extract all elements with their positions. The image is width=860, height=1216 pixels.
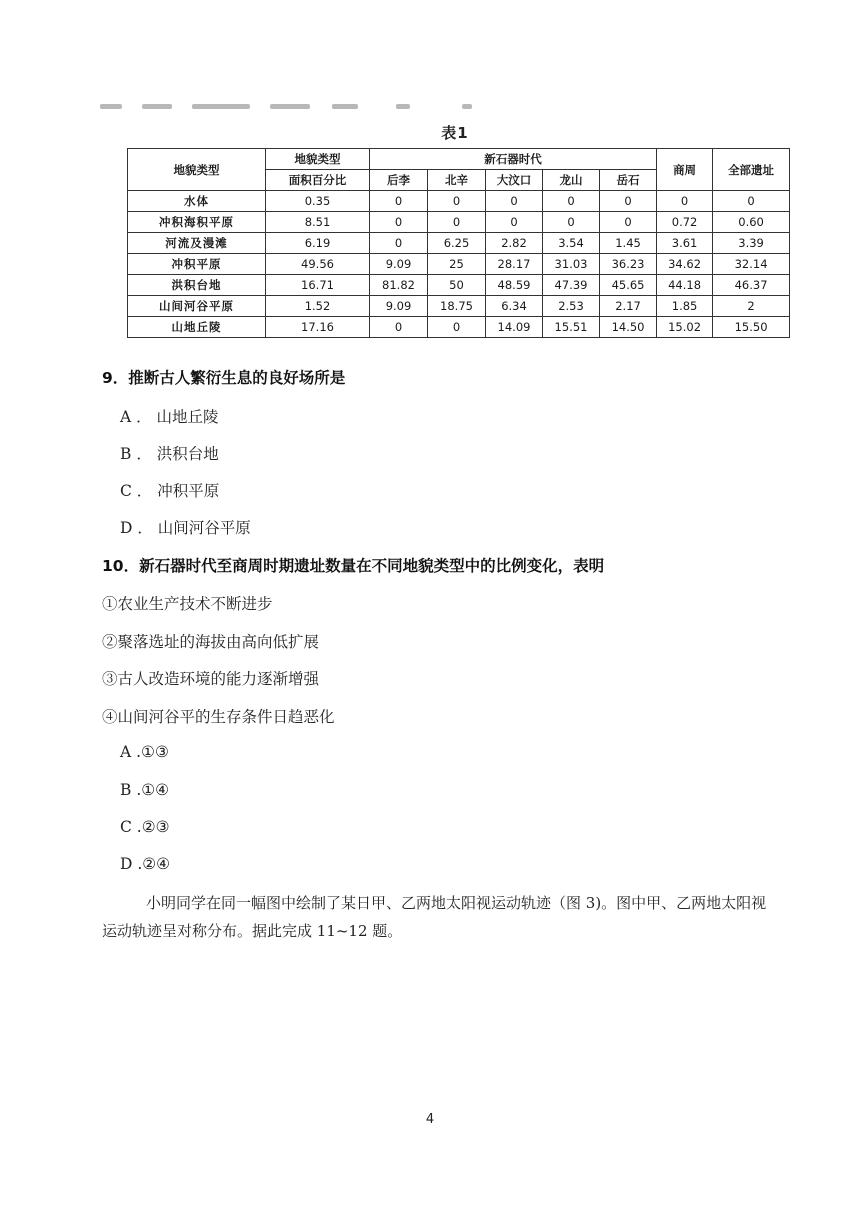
site-pct-cell: 0 <box>428 191 486 212</box>
header-neolithic: 新石器时代 <box>370 149 657 170</box>
site-pct-cell: 15.50 <box>713 317 790 338</box>
header-period-houli: 后李 <box>370 170 428 191</box>
site-pct-cell: 0 <box>370 233 428 254</box>
landform-type-cell: 山间河谷平原 <box>128 296 266 317</box>
site-pct-cell: 31.03 <box>543 254 600 275</box>
header-period-yueshi: 岳石 <box>600 170 657 191</box>
site-pct-cell: 15.02 <box>657 317 713 338</box>
site-pct-cell: 34.62 <box>657 254 713 275</box>
page-number: 4 <box>425 1112 435 1127</box>
site-pct-cell: 2.82 <box>486 233 543 254</box>
site-pct-cell: 0 <box>600 191 657 212</box>
q10-statement-1: ①农业生产技术不断进步 <box>102 595 273 613</box>
area-pct-cell: 0.35 <box>266 191 370 212</box>
header-landform-type: 地貌类型 <box>128 149 266 191</box>
question-10-stem: 10．新石器时代至商周时期遗址数量在不同地貌类型中的比例变化，表明 <box>102 557 605 575</box>
site-pct-cell: 32.14 <box>713 254 790 275</box>
site-pct-cell: 0 <box>370 191 428 212</box>
q9-option-d: D ． 山间河谷平原 <box>120 519 251 537</box>
table-row <box>128 191 790 212</box>
site-pct-cell: 6.25 <box>428 233 486 254</box>
site-pct-cell: 44.18 <box>657 275 713 296</box>
table-row <box>128 233 790 254</box>
header-area-pct-line1: 地貌类型 <box>266 149 370 170</box>
site-pct-cell: 6.34 <box>486 296 543 317</box>
q10-option-c: C .②③ <box>120 818 170 836</box>
area-pct-cell: 16.71 <box>266 275 370 296</box>
area-pct-cell: 49.56 <box>266 254 370 275</box>
cropped-text-remnant <box>100 100 480 112</box>
site-pct-cell: 0 <box>713 191 790 212</box>
q9-option-b: B ． 洪积台地 <box>120 445 219 463</box>
site-pct-cell: 46.37 <box>713 275 790 296</box>
header-period-dawenkou: 大汶口 <box>486 170 543 191</box>
site-pct-cell: 36.23 <box>600 254 657 275</box>
site-pct-cell: 28.17 <box>486 254 543 275</box>
landform-type-cell: 河流及漫滩 <box>128 233 266 254</box>
site-pct-cell: 45.65 <box>600 275 657 296</box>
table-row <box>128 317 790 338</box>
site-pct-cell: 0.60 <box>713 212 790 233</box>
site-pct-cell: 2 <box>713 296 790 317</box>
site-pct-cell: 0.72 <box>657 212 713 233</box>
q9-option-c: C ． 冲积平原 <box>120 482 220 500</box>
site-pct-cell: 0 <box>428 317 486 338</box>
site-pct-cell: 0 <box>370 317 428 338</box>
site-pct-cell: 0 <box>600 212 657 233</box>
site-pct-cell: 3.54 <box>543 233 600 254</box>
q9-option-a: A ． 山地丘陵 <box>120 408 219 426</box>
q10-statement-3: ③古人改造环境的能力逐渐增强 <box>102 670 320 688</box>
area-pct-cell: 6.19 <box>266 233 370 254</box>
header-period-longshan: 龙山 <box>543 170 600 191</box>
q10-option-b: B .①④ <box>120 781 170 799</box>
site-pct-cell: 0 <box>543 191 600 212</box>
q10-statement-4: ④山间河谷平的生存条件日趋恶化 <box>102 708 335 726</box>
site-pct-cell: 50 <box>428 275 486 296</box>
q10-option-a: A .①③ <box>120 743 169 761</box>
site-pct-cell: 0 <box>486 191 543 212</box>
q10-option-d: D .②④ <box>120 855 171 873</box>
q10-statement-2: ②聚落选址的海拔由高向低扩展 <box>102 633 320 651</box>
table-row <box>128 296 790 317</box>
site-pct-cell: 9.09 <box>370 296 428 317</box>
table-row <box>128 212 790 233</box>
site-pct-cell: 2.17 <box>600 296 657 317</box>
site-pct-cell: 9.09 <box>370 254 428 275</box>
header-area-pct-line2: 面积百分比 <box>266 170 370 191</box>
site-pct-cell: 47.39 <box>543 275 600 296</box>
area-pct-cell: 8.51 <box>266 212 370 233</box>
landform-type-cell: 冲积平原 <box>128 254 266 275</box>
site-pct-cell: 1.45 <box>600 233 657 254</box>
header-shang-zhou: 商周 <box>657 149 713 191</box>
site-pct-cell: 2.53 <box>543 296 600 317</box>
intro-questions-11-12: 小明同学在同一幅图中绘制了某日甲、乙两地太阳视运动轨迹（图 3)。图中甲、乙两地太阳视运动轨迹呈对称分布。据此完成 11~12 题。 <box>102 894 767 940</box>
site-pct-cell: 1.85 <box>657 296 713 317</box>
site-pct-cell: 25 <box>428 254 486 275</box>
site-pct-cell: 0 <box>543 212 600 233</box>
site-pct-cell: 0 <box>428 212 486 233</box>
area-pct-cell: 1.52 <box>266 296 370 317</box>
landform-type-cell: 水体 <box>128 191 266 212</box>
site-pct-cell: 0 <box>370 212 428 233</box>
landform-type-cell: 冲积海积平原 <box>128 212 266 233</box>
site-pct-cell: 48.59 <box>486 275 543 296</box>
landform-type-cell: 洪积台地 <box>128 275 266 296</box>
header-period-beixin: 北辛 <box>428 170 486 191</box>
area-pct-cell: 17.16 <box>266 317 370 338</box>
site-pct-cell: 0 <box>657 191 713 212</box>
header-all-sites: 全部遗址 <box>713 149 790 191</box>
landform-type-cell: 山地丘陵 <box>128 317 266 338</box>
table-row <box>128 254 790 275</box>
site-pct-cell: 15.51 <box>543 317 600 338</box>
site-pct-cell: 81.82 <box>370 275 428 296</box>
site-pct-cell: 0 <box>486 212 543 233</box>
table-row <box>128 275 790 296</box>
question-9-stem: 9．推断古人繁衍生息的良好场所是 <box>102 369 346 387</box>
table-body <box>128 191 790 338</box>
site-pct-cell: 3.39 <box>713 233 790 254</box>
table-caption: 表1 <box>441 124 469 142</box>
landform-sites-table <box>127 148 790 338</box>
site-pct-cell: 3.61 <box>657 233 713 254</box>
site-pct-cell: 18.75 <box>428 296 486 317</box>
site-pct-cell: 14.09 <box>486 317 543 338</box>
site-pct-cell: 14.50 <box>600 317 657 338</box>
